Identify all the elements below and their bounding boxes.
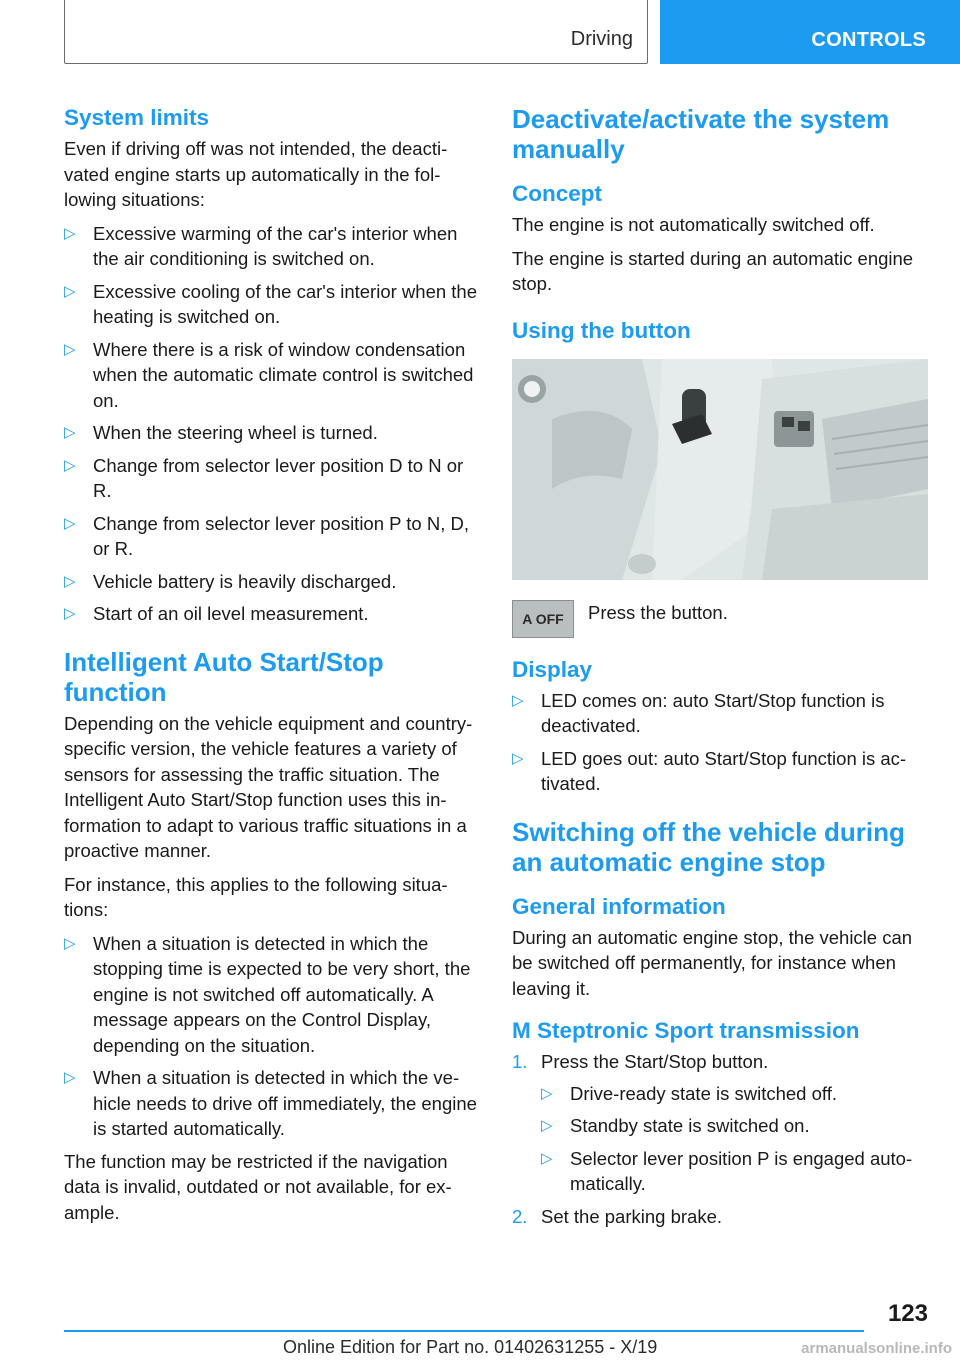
list-item: ▷ Excessive cooling of the car's interior when the heating is switched on.	[64, 280, 478, 327]
header-section-label: Driving	[570, 28, 633, 50]
general-para: During an automatic engine stop, the vehicle can be switched off permanently, for instance when leaving it.	[512, 926, 913, 999]
list-item: ▷ Standby state is switched on.	[541, 1113, 930, 1139]
deactivate-heading: Deactivate/activate the system manually	[512, 104, 890, 164]
header-chapter-label: CONTROLS	[811, 29, 926, 51]
step-number: 2.	[512, 1205, 528, 1227]
header-chapter-tab	[660, 0, 960, 64]
system-limits-intro: Even if driving off was not intended, the deactivated engine starts up automatically in the following situations:	[64, 138, 448, 210]
intelligent-heading: Intelligent Auto Start/Stop function	[64, 646, 384, 707]
switching-heading: Switching off the vehicle during an automatic engine stop	[512, 816, 905, 877]
step-item: 1. Press the Start/Stop button. ▷ Drive-ready state is switched off. ▷ Standby state is switched on. ▷ Selector lever position P is engaged automatically.	[512, 1049, 930, 1197]
triangle-bullet-icon: ▷	[541, 1149, 553, 1167]
list-item: ▷ When the steering wheel is turned.	[64, 420, 480, 446]
list-item: ▷ Change from selector lever position P to N, D, or R.	[64, 512, 469, 559]
step-sub-list	[541, 1081, 930, 1197]
page-number: 123	[887, 1300, 928, 1327]
triangle-bullet-icon: ▷	[64, 424, 76, 441]
triangle-bullet-icon: ▷	[64, 224, 76, 242]
triangle-bullet-icon: ▷	[64, 340, 76, 358]
header-section-box	[64, 0, 648, 64]
triangle-bullet-icon: ▷	[64, 605, 76, 622]
display-list	[512, 688, 930, 797]
right-column	[512, 100, 930, 1236]
triangle-bullet-icon: ▷	[512, 749, 524, 767]
left-column	[64, 100, 480, 1233]
list-item: ▷ Selector lever position P is engaged automatically.	[541, 1147, 913, 1194]
list-item: ▷ Start of an oil level measurement.	[64, 601, 480, 627]
button-instruction-text: Press the button.	[588, 601, 728, 623]
triangle-bullet-icon: ▷	[512, 691, 524, 709]
display-heading: Display	[512, 656, 593, 682]
list-item: ▷ Drive-ready state is switched off.	[541, 1081, 930, 1107]
list-item: ▷ Where there is a risk of window condensation when the automatic climate control is switched on.	[64, 338, 474, 411]
button-heading: Using the button	[512, 317, 691, 343]
concept-para2: The engine is started during an automatic engine stop.	[512, 247, 914, 294]
msport-heading: M Steptronic Sport transmission	[512, 1018, 860, 1043]
concept-heading: Concept	[512, 181, 602, 206]
general-heading: General information	[512, 893, 726, 919]
footer-watermark: armanualsonline.info	[801, 1340, 952, 1357]
footer-rule	[64, 1330, 864, 1332]
intelligent-para2: For instance, this applies to the following situations:	[64, 873, 448, 920]
list-item: ▷ Vehicle battery is heavily discharged.	[64, 569, 480, 595]
auto-start-stop-off-icon: A OFF	[512, 600, 574, 638]
triangle-bullet-icon: ▷	[64, 934, 76, 952]
system-limits-list	[64, 221, 480, 627]
list-item: ▷ LED comes on: auto Start/Stop function is deactivated.	[512, 689, 885, 736]
step-number: 1.	[512, 1051, 528, 1072]
dashboard-illustration	[512, 359, 928, 580]
triangle-bullet-icon: ▷	[541, 1117, 553, 1134]
triangle-bullet-icon: ▷	[64, 456, 76, 474]
list-item: ▷ Change from selector lever position D to N or R.	[64, 454, 464, 501]
triangle-bullet-icon: ▷	[64, 514, 76, 532]
triangle-bullet-icon: ▷	[541, 1084, 553, 1102]
dashboard-photo	[512, 359, 928, 580]
list-item: ▷ Excessive warming of the car's interior when the air conditioning is switched on.	[64, 222, 458, 269]
triangle-bullet-icon: ▷	[64, 282, 76, 300]
msport-steps	[512, 1049, 930, 1229]
list-item: ▷ LED goes out: auto Start/Stop function is activated.	[512, 747, 907, 794]
step-item: 2. Set the parking brake.	[512, 1204, 930, 1230]
triangle-bullet-icon: ▷	[64, 572, 76, 590]
intelligent-para3: The function may be restricted if the navigation data is invalid, outdated or not available, for example.	[64, 1150, 452, 1223]
button-instruction	[512, 600, 930, 638]
intelligent-para1: Depending on the vehicle equipment and country-specific version, the vehicle features a variety of sensors for assessing the traffic situation. The Intelligent Auto Start/Stop function uses this information to adapt to various traffic situations in a proactive manner.	[64, 712, 473, 861]
list-item: ▷ When a situation is detected in which the stopping time is expected to be very short, the engine is not switched off automatically. A message appears on the Control Display, depending on the situation.	[64, 932, 471, 1056]
system-limits-heading: System limits	[64, 105, 210, 130]
list-item: ▷ When a situation is detected in which the vehicle needs to drive off immediately, the engine is started automatically.	[64, 1067, 477, 1139]
triangle-bullet-icon: ▷	[64, 1069, 76, 1086]
intelligent-list	[64, 931, 480, 1142]
concept-para1: The engine is not automatically switched off.	[512, 214, 875, 235]
footer-edition: Online Edition for Part no. 01402631255 - X/19	[283, 1337, 658, 1357]
